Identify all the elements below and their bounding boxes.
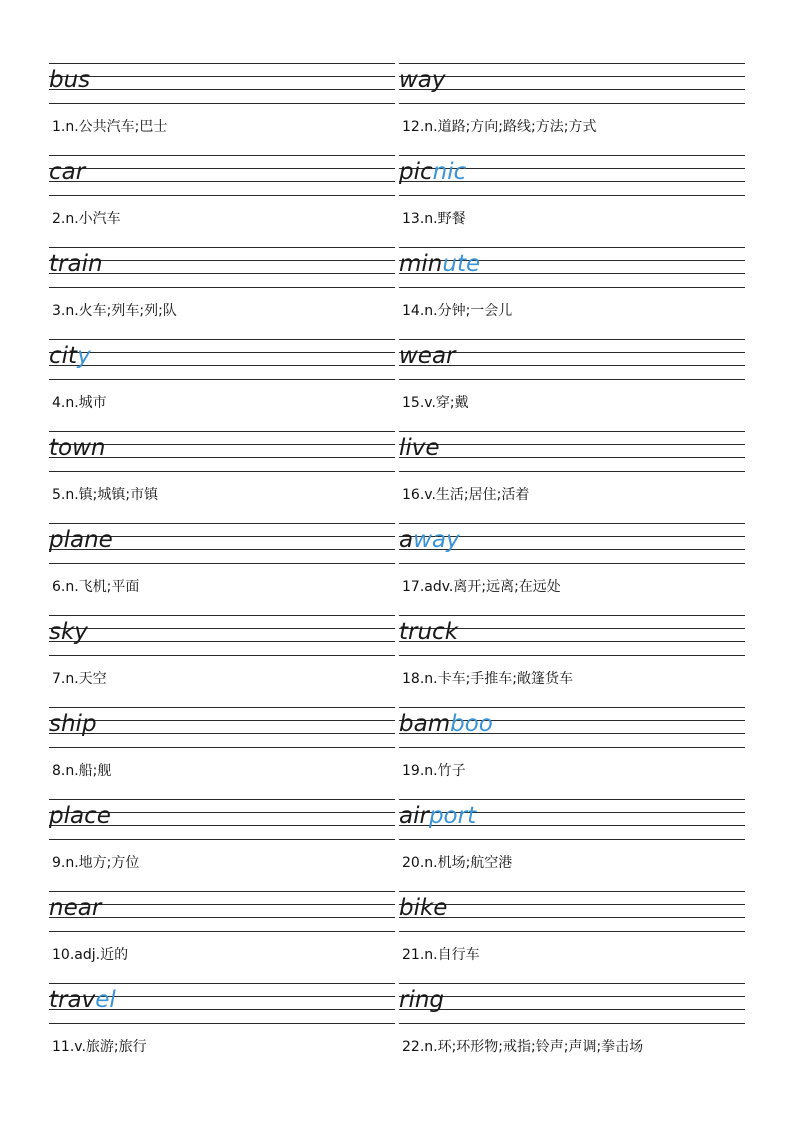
guide-line [49, 615, 395, 616]
word-text: bike [399, 895, 448, 921]
english-word [399, 617, 458, 647]
word-text: cit [49, 343, 78, 369]
guide-line [399, 917, 745, 918]
chinese-meaning: 3.n.火车;列车;列;队 [52, 303, 177, 319]
guide-line [49, 287, 395, 288]
guide-line [49, 471, 395, 472]
word-text: near [49, 895, 102, 921]
guide-line [399, 996, 745, 997]
vocab-entry [49, 339, 395, 431]
guide-line [399, 103, 745, 104]
word-text: train [49, 251, 103, 277]
guide-line [49, 89, 395, 90]
chinese-meaning: 19.n.竹子 [402, 763, 466, 779]
guide-line [49, 641, 395, 642]
english-word [49, 709, 97, 739]
vocab-entry [49, 155, 395, 247]
english-word [49, 341, 91, 371]
vocab-entry [49, 983, 395, 1075]
word-text: ring [399, 987, 445, 1013]
guide-line [49, 655, 395, 656]
english-word [49, 617, 88, 647]
guide-line [399, 563, 745, 564]
english-word [49, 893, 101, 923]
guide-line [399, 615, 745, 616]
english-word [49, 525, 113, 555]
english-word [399, 249, 480, 279]
chinese-meaning: 4.n.城市 [52, 395, 107, 411]
chinese-meaning: 2.n.小汽车 [52, 211, 121, 227]
english-word [49, 985, 116, 1015]
guide-line [399, 195, 745, 196]
word-text: bam [399, 711, 451, 737]
chinese-meaning: 1.n.公共汽车;巴士 [52, 119, 168, 135]
vocab-entry [399, 63, 745, 155]
english-word [399, 801, 476, 831]
guide-line [49, 628, 395, 629]
guide-line [399, 904, 745, 905]
chinese-meaning: 13.n.野餐 [402, 211, 466, 227]
vocab-entry [49, 615, 395, 707]
guide-line [49, 365, 395, 366]
word-text: sky [49, 619, 88, 645]
chinese-meaning: 18.n.卡车;手推车;敞篷货车 [402, 671, 574, 687]
handwriting-guide-lines [49, 63, 395, 104]
guide-line [399, 655, 745, 656]
guide-line [49, 891, 395, 892]
guide-line [49, 379, 395, 380]
guide-line [49, 103, 395, 104]
vocab-entry [399, 431, 745, 523]
word-highlight-syllable: way [413, 527, 460, 553]
english-word [399, 341, 456, 371]
guide-line [399, 63, 745, 64]
english-word [49, 249, 103, 279]
guide-line [49, 195, 395, 196]
guide-line [49, 352, 395, 353]
guide-line [49, 181, 395, 182]
vocab-entry [49, 431, 395, 523]
guide-line [399, 379, 745, 380]
word-text: a [399, 527, 414, 553]
chinese-meaning: 22.n.环;环形物;戒指;铃声;声调;拳击场 [402, 1039, 644, 1055]
word-highlight-syllable: port [428, 803, 477, 829]
guide-line [399, 891, 745, 892]
guide-line [49, 168, 395, 169]
guide-line [49, 839, 395, 840]
guide-line [399, 444, 745, 445]
vocab-entry [399, 799, 745, 891]
guide-line [399, 747, 745, 748]
chinese-meaning: 16.v.生活;居住;活着 [402, 487, 530, 503]
vocab-entry [399, 615, 745, 707]
handwriting-guide-lines [399, 431, 745, 472]
word-text: place [49, 803, 111, 829]
chinese-meaning: 12.n.道路;方向;路线;方法;方式 [402, 119, 597, 135]
vocab-entry [49, 891, 395, 983]
vocab-entry [399, 339, 745, 431]
word-highlight-syllable: boo [450, 711, 493, 737]
chinese-meaning: 14.n.分钟;一会儿 [402, 303, 513, 319]
vocab-entry [49, 523, 395, 615]
chinese-meaning: 21.n.自行车 [402, 947, 480, 963]
english-word [399, 893, 447, 923]
handwriting-guide-lines [49, 707, 395, 748]
chinese-meaning: 7.n.天空 [52, 671, 107, 687]
chinese-meaning: 20.n.机场;航空港 [402, 855, 513, 871]
word-highlight-syllable: el [95, 987, 116, 1013]
english-word [49, 801, 111, 831]
word-highlight-syllable: nic [432, 159, 467, 185]
handwriting-guide-lines [49, 339, 395, 380]
english-word [49, 433, 105, 463]
word-highlight-syllable: ute [442, 251, 481, 277]
english-word [399, 65, 446, 95]
english-word [399, 709, 493, 739]
guide-line [399, 89, 745, 90]
word-text: plane [49, 527, 113, 553]
chinese-meaning: 5.n.镇;城镇;市镇 [52, 487, 159, 503]
english-word [49, 65, 90, 95]
guide-line [399, 1023, 745, 1024]
vocab-entry [49, 63, 395, 155]
word-text: min [399, 251, 443, 277]
guide-line [399, 247, 745, 248]
guide-line [399, 457, 745, 458]
guide-line [399, 339, 745, 340]
guide-line [399, 931, 745, 932]
word-text: pic [399, 159, 433, 185]
vocab-entry [399, 707, 745, 799]
guide-line [399, 1009, 745, 1010]
guide-line [49, 431, 395, 432]
word-text: car [49, 159, 86, 185]
guide-line [399, 707, 745, 708]
guide-line [399, 287, 745, 288]
guide-line [49, 747, 395, 748]
word-text: live [399, 435, 440, 461]
guide-line [49, 339, 395, 340]
word-text: trav [49, 987, 96, 1013]
guide-line [49, 931, 395, 932]
vocab-entry [49, 707, 395, 799]
english-word [399, 525, 460, 555]
chinese-meaning: 10.adj.近的 [52, 947, 129, 963]
vocab-entry [399, 155, 745, 247]
english-word [49, 157, 85, 187]
english-word [399, 433, 440, 463]
vocab-entry [49, 799, 395, 891]
word-text: wear [399, 343, 456, 369]
vocab-entry [399, 523, 745, 615]
guide-line [49, 983, 395, 984]
word-text: town [49, 435, 106, 461]
vocab-entry [49, 247, 395, 339]
english-word [399, 157, 466, 187]
chinese-meaning: 11.v.旅游;旅行 [52, 1039, 147, 1055]
guide-line [399, 839, 745, 840]
word-text: air [399, 803, 429, 829]
guide-line [399, 983, 745, 984]
handwriting-guide-lines [399, 983, 745, 1024]
guide-line [49, 63, 395, 64]
english-word [399, 985, 444, 1015]
guide-line [49, 155, 395, 156]
guide-line [399, 76, 745, 77]
guide-line [49, 707, 395, 708]
guide-line [49, 247, 395, 248]
word-highlight-syllable: y [77, 343, 91, 369]
guide-line [49, 720, 395, 721]
handwriting-guide-lines [399, 891, 745, 932]
guide-line [49, 799, 395, 800]
guide-line [399, 471, 745, 472]
handwriting-guide-lines [49, 615, 395, 656]
chinese-meaning: 9.n.地方;方位 [52, 855, 140, 871]
vocab-entry [399, 891, 745, 983]
guide-line [49, 76, 395, 77]
word-text: way [399, 67, 446, 93]
handwriting-guide-lines [49, 155, 395, 196]
word-text: ship [49, 711, 97, 737]
handwriting-guide-lines [399, 63, 745, 104]
guide-line [49, 523, 395, 524]
guide-line [49, 563, 395, 564]
guide-line [49, 733, 395, 734]
guide-line [49, 1023, 395, 1024]
guide-line [399, 523, 745, 524]
chinese-meaning: 8.n.船;舰 [52, 763, 112, 779]
chinese-meaning: 17.adv.离开;远离;在远处 [402, 579, 561, 595]
vocab-entry [399, 247, 745, 339]
guide-line [399, 155, 745, 156]
chinese-meaning: 6.n.飞机;平面 [52, 579, 140, 595]
word-text: bus [49, 67, 91, 93]
guide-line [399, 799, 745, 800]
word-text: truck [399, 619, 459, 645]
chinese-meaning: 15.v.穿;戴 [402, 395, 469, 411]
guide-line [399, 431, 745, 432]
vocab-entry [399, 983, 745, 1075]
